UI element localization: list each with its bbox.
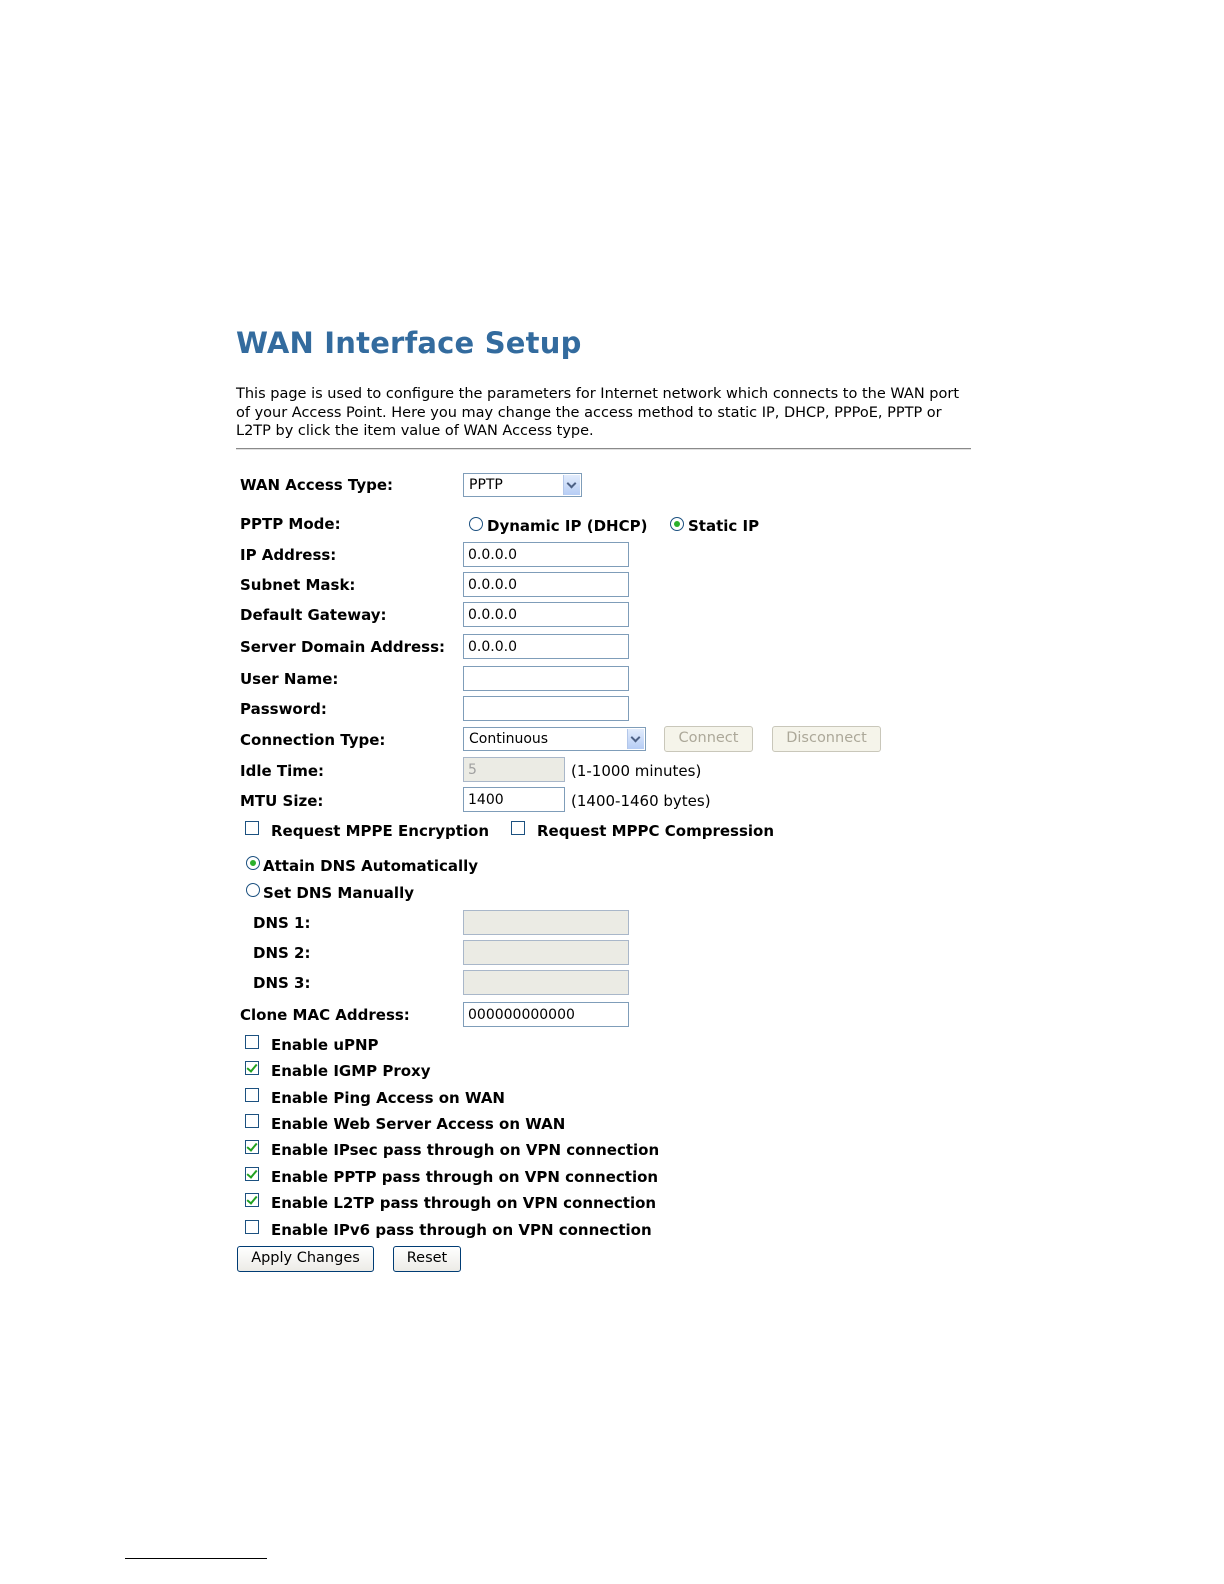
dns1-input[interactable] (463, 910, 629, 935)
chevron-down-icon (563, 475, 580, 495)
server-domain-input[interactable] (463, 634, 629, 659)
mppc-checkbox[interactable] (511, 821, 525, 835)
l2tp-passthrough-label: Enable L2TP pass through on VPN connection (271, 1194, 657, 1212)
password-label: Password: (240, 700, 327, 718)
dns-auto-radio[interactable] (246, 856, 260, 870)
subnet-mask-input[interactable] (463, 572, 629, 597)
web-server-access-checkbox[interactable] (245, 1114, 259, 1128)
chevron-down-icon (627, 729, 644, 749)
pptp-mode-static-radio[interactable] (670, 517, 684, 531)
igmp-proxy-checkbox[interactable] (245, 1061, 259, 1075)
divider (236, 448, 971, 450)
default-gateway-label: Default Gateway: (240, 606, 387, 624)
dns2-input[interactable] (463, 940, 629, 965)
pptp-mode-static-label: Static IP (688, 517, 760, 535)
user-name-input[interactable] (463, 666, 629, 691)
dns-manual-radio[interactable] (246, 883, 260, 897)
idle-time-input[interactable] (463, 757, 565, 782)
pptp-passthrough-checkbox[interactable] (245, 1167, 259, 1181)
upnp-checkbox[interactable] (245, 1035, 259, 1049)
dns1-label: DNS 1: (253, 914, 311, 932)
mtu-size-label: MTU Size: (240, 792, 324, 810)
page-title: WAN Interface Setup (236, 326, 582, 360)
pptp-mode-label: PPTP Mode: (240, 515, 341, 533)
mppc-label: Request MPPC Compression (537, 822, 775, 840)
dns2-label: DNS 2: (253, 944, 311, 962)
default-gateway-input[interactable] (463, 602, 629, 627)
clone-mac-input[interactable] (463, 1002, 629, 1027)
user-name-label: User Name: (240, 670, 339, 688)
upnp-label: Enable uPNP (271, 1036, 379, 1054)
ping-access-label: Enable Ping Access on WAN (271, 1089, 505, 1107)
password-input[interactable] (463, 696, 629, 721)
ipv6-passthrough-label: Enable IPv6 pass through on VPN connection (271, 1221, 652, 1239)
idle-time-hint: (1-1000 minutes) (571, 762, 702, 780)
mppe-checkbox[interactable] (245, 821, 259, 835)
server-domain-label: Server Domain Address: (240, 638, 446, 656)
connection-type-select[interactable] (463, 727, 646, 751)
connection-type-label: Connection Type: (240, 731, 386, 749)
wan-access-type-select[interactable] (463, 473, 582, 497)
idle-time-label: Idle Time: (240, 762, 325, 780)
pptp-passthrough-label: Enable PPTP pass through on VPN connection (271, 1168, 659, 1186)
footnote-rule (125, 1558, 267, 1559)
pptp-mode-dhcp-radio[interactable] (469, 517, 483, 531)
pptp-mode-dhcp-label: Dynamic IP (DHCP) (487, 517, 648, 535)
ipsec-passthrough-label: Enable IPsec pass through on VPN connection (271, 1141, 660, 1159)
ip-address-label: IP Address: (240, 546, 337, 564)
mtu-size-input[interactable] (463, 787, 565, 812)
ipv6-passthrough-checkbox[interactable] (245, 1220, 259, 1234)
connection-type-value: Continuous (469, 731, 549, 747)
ip-address-input[interactable] (463, 542, 629, 567)
mppe-label: Request MPPE Encryption (271, 822, 490, 840)
disconnect-button[interactable]: Disconnect (772, 726, 881, 752)
dns3-input[interactable] (463, 970, 629, 995)
page-description: This page is used to configure the parameters for Internet network which connects to the WAN port of your Access Point. Here you may change the access method to static IP, DHCP, PPPoE, PPTP or L2TP by click the item value of WAN Access type. (236, 386, 960, 439)
mtu-size-hint: (1400-1460 bytes) (571, 792, 711, 810)
connect-button[interactable]: Connect (664, 726, 753, 752)
igmp-proxy-label: Enable IGMP Proxy (271, 1062, 431, 1080)
dns3-label: DNS 3: (253, 974, 311, 992)
wan-access-type-value: PPTP (469, 477, 503, 493)
wan-access-type-label: WAN Access Type: (240, 476, 394, 494)
web-server-access-label: Enable Web Server Access on WAN (271, 1115, 566, 1133)
ipsec-passthrough-checkbox[interactable] (245, 1140, 259, 1154)
l2tp-passthrough-checkbox[interactable] (245, 1193, 259, 1207)
dns-auto-label: Attain DNS Automatically (263, 857, 479, 875)
reset-button[interactable]: Reset (393, 1246, 461, 1272)
clone-mac-label: Clone MAC Address: (240, 1006, 410, 1024)
dns-manual-label: Set DNS Manually (263, 884, 414, 902)
apply-changes-button[interactable]: Apply Changes (237, 1246, 374, 1272)
ping-access-checkbox[interactable] (245, 1088, 259, 1102)
subnet-mask-label: Subnet Mask: (240, 576, 356, 594)
